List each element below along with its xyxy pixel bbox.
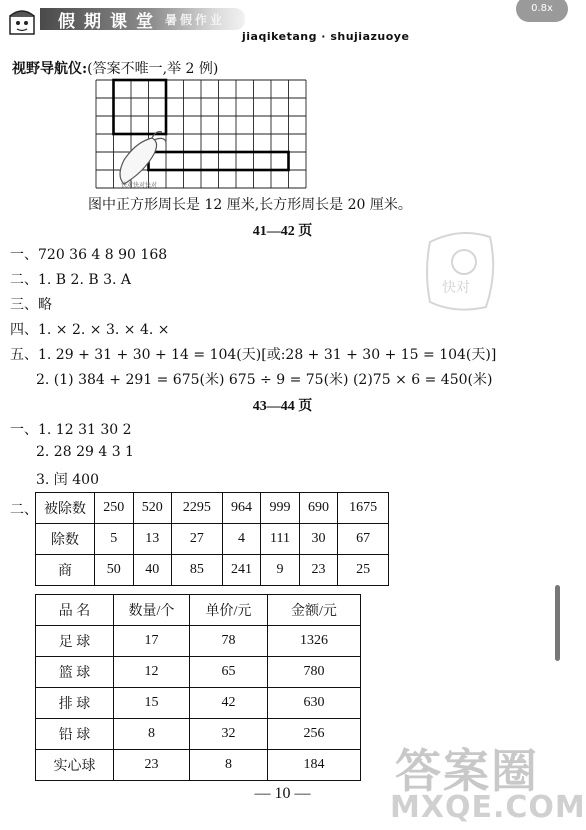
vertical-scrollbar[interactable] xyxy=(555,585,560,661)
table-cell: 630 xyxy=(268,688,361,719)
table-cell: 241 xyxy=(222,555,261,586)
table-cell: 67 xyxy=(338,524,389,555)
table-cell: 85 xyxy=(172,555,223,586)
table-row xyxy=(36,524,389,555)
column-header: 品 名 xyxy=(36,595,114,626)
page-header xyxy=(0,0,565,48)
table-cell: 5 xyxy=(95,524,134,555)
watermark-logo: 答案圈 xyxy=(395,744,539,798)
vision-nav-heading xyxy=(12,58,218,78)
table-cell: 50 xyxy=(95,555,134,586)
table-cell: 足 球 xyxy=(36,626,114,657)
table-cell: 13 xyxy=(133,524,172,555)
answer-43-q1-1: 一、1. 12 31 30 2 xyxy=(10,422,132,438)
series-title: 假期课堂 xyxy=(58,12,162,32)
table-cell: 964 xyxy=(222,493,261,524)
answer-43-q2-label: 二、 xyxy=(10,502,38,518)
answer-41-q5-1: 五、1. 29 + 31 + 30 + 14 = 104(天)[或:28 + 31 + 30 + 15 = 104(天)] xyxy=(10,347,497,363)
table-cell: 12 xyxy=(114,657,190,688)
carrot-icon xyxy=(120,132,166,184)
watermark-url: MXQE.COM xyxy=(390,790,586,825)
table-cell: 65 xyxy=(190,657,268,688)
table-header-row xyxy=(36,595,361,626)
table-cell: 被除数 xyxy=(36,493,95,524)
table-cell: 8 xyxy=(114,719,190,750)
table-cell: 27 xyxy=(172,524,223,555)
answer-41-q3: 三、略 xyxy=(10,297,52,313)
table-cell: 250 xyxy=(95,493,134,524)
square-shape xyxy=(114,80,167,134)
vision-nav-note: (答案不唯一,举 2 例) xyxy=(87,61,219,77)
square-grid-diagram xyxy=(96,80,306,190)
table-cell: 520 xyxy=(133,493,172,524)
column-header: 金额/元 xyxy=(268,595,361,626)
table-cell: 111 xyxy=(261,524,300,555)
answer-41-q2: 二、1. B 2. B 3. A xyxy=(10,272,132,288)
stamp-text: 快对 xyxy=(442,280,470,296)
table-cell: 商 xyxy=(36,555,95,586)
table-cell: 23 xyxy=(299,555,338,586)
table-row xyxy=(36,555,389,586)
answer-41-q5-2: 2. (1) 384 + 291 = 675(米) 675 ÷ 9 = 75(米) (2)75 × 6 = 450(米) xyxy=(36,372,493,388)
table-cell: 23 xyxy=(114,750,190,781)
table-cell: 篮 球 xyxy=(36,657,114,688)
table-row xyxy=(36,493,389,524)
answer-41-q1: 一、720 36 4 8 90 168 xyxy=(10,247,168,263)
table-cell: 25 xyxy=(338,555,389,586)
vision-nav-label: 视野导航仪: xyxy=(12,61,88,77)
table-cell: 184 xyxy=(268,750,361,781)
table-cell: 排 球 xyxy=(36,688,114,719)
table-cell: 9 xyxy=(261,555,300,586)
table-cell: 除数 xyxy=(36,524,95,555)
series-subtitle: 暑假作业 xyxy=(165,13,226,27)
division-table xyxy=(35,492,389,586)
column-header: 单价/元 xyxy=(190,595,268,626)
book-mascot-icon xyxy=(4,0,40,36)
table-row xyxy=(36,719,361,750)
table-cell: 32 xyxy=(190,719,268,750)
table-cell: 42 xyxy=(190,688,268,719)
table-cell: 17 xyxy=(114,626,190,657)
table-cell: 256 xyxy=(268,719,361,750)
table-cell: 铅 球 xyxy=(36,719,114,750)
table-cell: 1675 xyxy=(338,493,389,524)
table-cell: 780 xyxy=(268,657,361,688)
answer-43-q1-3: 3. 闰 400 xyxy=(36,472,99,488)
table-row xyxy=(36,657,361,688)
table-row xyxy=(36,626,361,657)
answer-41-q4: 四、1. × 2. × 3. × 4. × xyxy=(10,322,170,338)
table-cell: 78 xyxy=(190,626,268,657)
page-number: — 10 — xyxy=(254,785,311,802)
table-cell: 4 xyxy=(222,524,261,555)
table-row xyxy=(36,688,361,719)
zoom-level-badge[interactable]: 0.8x xyxy=(516,0,568,22)
table-cell: 2295 xyxy=(172,493,223,524)
header-pinyin: jiaqiketang · shujiazuoye xyxy=(242,30,410,43)
section-title-43-44: 43—44 页 xyxy=(252,399,313,414)
column-header: 数量/个 xyxy=(114,595,190,626)
table-cell: 8 xyxy=(190,750,268,781)
table-row xyxy=(36,750,361,781)
table-cell: 999 xyxy=(261,493,300,524)
table-cell: 30 xyxy=(299,524,338,555)
grid-caption: 图中正方形周长是 12 厘米,长方形周长是 20 厘米。 xyxy=(88,197,412,213)
table-cell: 40 xyxy=(133,555,172,586)
table-cell: 15 xyxy=(114,688,190,719)
section-title-41-42: 41—42 页 xyxy=(252,224,313,239)
answer-43-q1-2: 2. 28 29 4 3 1 xyxy=(36,444,134,460)
table-cell: 690 xyxy=(299,493,338,524)
price-table xyxy=(35,594,361,781)
carrot-caption: 快对快对快对 xyxy=(121,182,158,189)
table-cell: 1326 xyxy=(268,626,361,657)
table-cell: 实心球 xyxy=(36,750,114,781)
